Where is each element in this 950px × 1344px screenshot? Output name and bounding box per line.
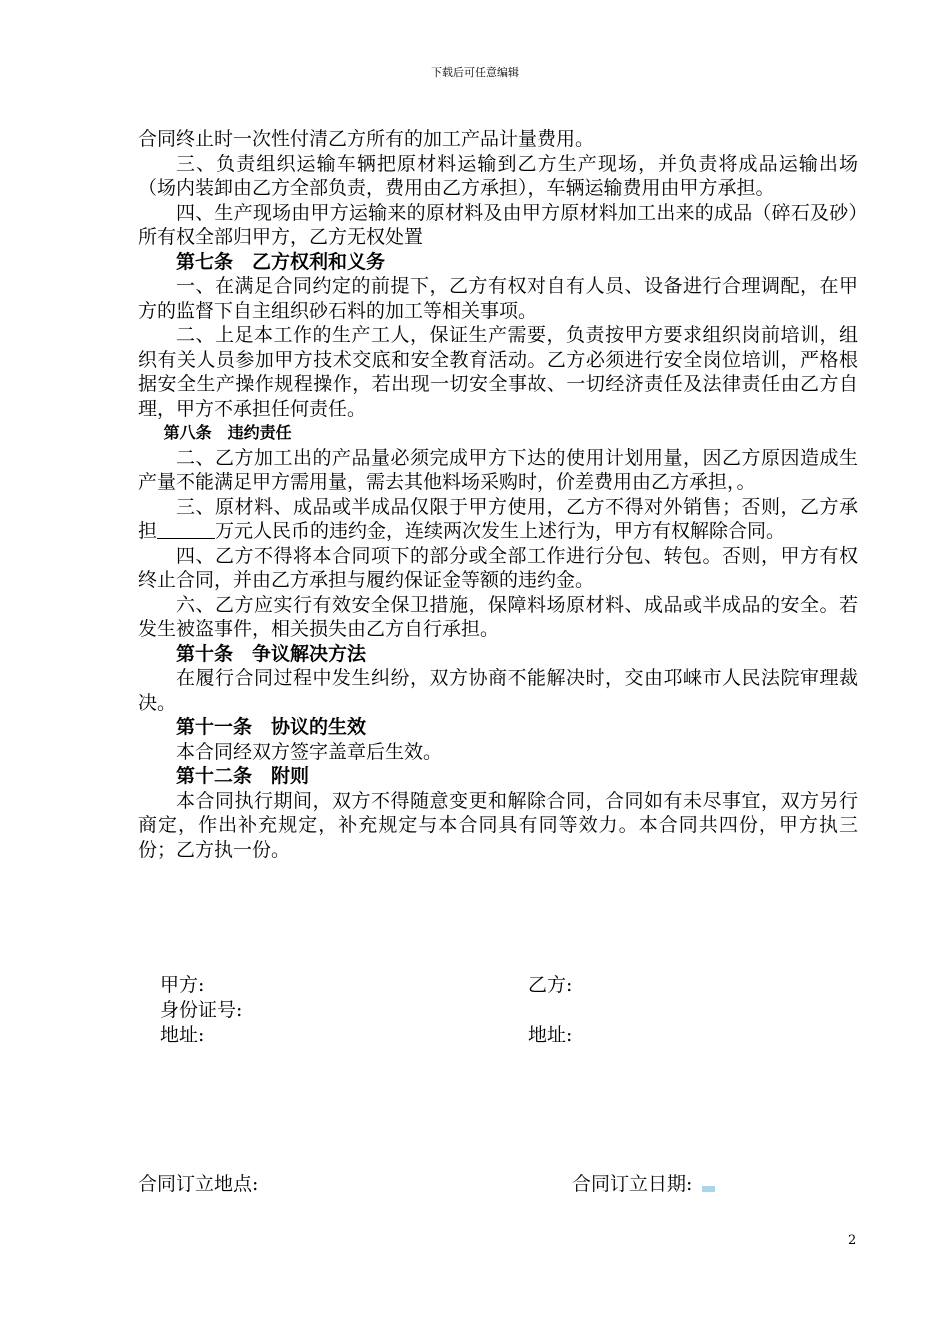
paragraph-8-4: 四、乙方不得将本合同项下的部分或全部工作进行分包、转包。否则，甲方有权终止合同，并由乙方承担与履约保证金等额的违约金。 bbox=[138, 544, 858, 591]
party-b-address-label: 地址: bbox=[528, 1024, 573, 1046]
id-number-label: 身份证号: bbox=[160, 999, 243, 1021]
signing-date-label: 合同订立日期: bbox=[572, 1173, 693, 1195]
party-a-label: 甲方: bbox=[160, 974, 205, 996]
article-7-title: 第七条 乙方权利和义务 bbox=[176, 250, 386, 273]
page-number: 2 bbox=[848, 1233, 857, 1248]
paragraph-7-1: 一、在满足合同约定的前提下，乙方有权对自有人员、设备进行合理调配，在甲方的监督下自主组织砂石料的加工等相关事项。 bbox=[138, 275, 858, 322]
paragraph-ownership: 四、生产现场由甲方运输来的原材料及由甲方原材料加工出来的成品（碎石及砂）所有权全部归甲方，乙方无权处置 bbox=[138, 201, 858, 248]
paragraph-7-2: 二、上足本工作的生产工人，保证生产需要，负责按甲方要求组织岗前培训，组织有关人员参加甲方技术交底和安全教育活动。乙方必须进行安全岗位培训，严格根据安全生产操作规程操作，若出现一切安全事故、一切经济责任及法律责任由乙方自理，甲方不承担任何责任。 bbox=[138, 324, 858, 420]
paragraph-8-3-part2: 万元人民币的违约金，连续两次发生上述行为，甲方有权解除合同。 bbox=[215, 520, 786, 542]
header-note: 下载后可任意编辑 bbox=[431, 66, 519, 79]
signing-date-line bbox=[572, 1172, 715, 1196]
paragraph-8-6: 六、乙方应实行有效安全保卫措施，保障料场原材料、成品或半成品的安全。若发生被盗事件，相关损失由乙方自行承担。 bbox=[138, 593, 858, 640]
party-b-label: 乙方: bbox=[528, 974, 573, 996]
article-12-title: 第十二条 附则 bbox=[176, 765, 310, 787]
paragraph-11: 本合同经双方签字盖章后生效。 bbox=[176, 740, 443, 763]
paragraph-transport: 三、负责组织运输车辆把原材料运输到乙方生产现场，并负责将成品运输出场（场内装卸由乙方全部负责，费用由乙方承担），车辆运输费用由甲方承担。 bbox=[138, 152, 858, 199]
paragraph-12: 本合同执行期间，双方不得随意变更和解除合同，合同如有未尽事宜，双方另行商定，作出补充规定，补充规定与本合同具有同等效力。本合同共四份，甲方执三份；乙方执一份。 bbox=[138, 789, 858, 861]
party-a-address-label: 地址: bbox=[160, 1024, 205, 1046]
paragraph-10: 在履行合同过程中发生纠纷，双方协商不能解决时，交由邛崃市人民法院审理裁决。 bbox=[138, 667, 858, 714]
contract-body bbox=[138, 127, 858, 862]
paragraph-8-3 bbox=[138, 495, 858, 544]
date-highlight-mark bbox=[702, 1186, 715, 1192]
penalty-amount-blank bbox=[157, 520, 215, 539]
article-10-title: 第十条 争议解决方法 bbox=[176, 642, 367, 665]
article-8-title: 第八条 违约责任 bbox=[163, 423, 292, 442]
article-11-title: 第十一条 协议的生效 bbox=[176, 716, 367, 738]
signing-place-label: 合同订立地点: bbox=[138, 1173, 259, 1195]
paragraph-8-3-part1: 三、原材料、成品或半成品仅限于甲方使用，乙方不得对外销售；否则，乙方承担 bbox=[138, 495, 858, 542]
paragraph-8-2: 二、乙方加工出的产品量必须完成甲方下达的使用计划用量，因乙方原因造成生产量不能满足甲方需用量，需去其他料场采购时，价差费用由乙方承担，。 bbox=[138, 446, 858, 493]
paragraph-payment-end: 合同终止时一次性付清乙方所有的加工产品计量费用。 bbox=[138, 128, 595, 150]
